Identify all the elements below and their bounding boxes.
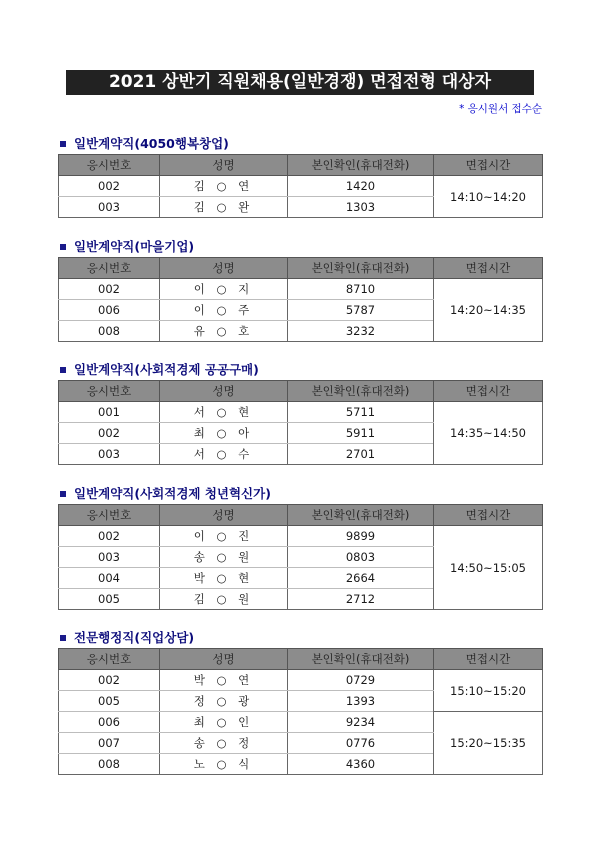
phone-check: 1420: [288, 176, 434, 197]
applicant-number: 002: [59, 176, 160, 197]
applicant-name: 송 ○ 정: [160, 733, 288, 754]
column-header: 응시번호: [59, 258, 160, 279]
section-title: [58, 484, 542, 504]
candidate-table: [58, 257, 543, 342]
section: [58, 484, 542, 610]
applicant-number: 002: [59, 279, 160, 300]
applicant-number: 006: [59, 300, 160, 321]
section-title-text: 일반계약직(사회적경제 공공구매): [74, 362, 259, 377]
phone-check: 4360: [288, 754, 434, 775]
column-header: 응시번호: [59, 649, 160, 670]
applicant-name: 이 ○ 진: [160, 526, 288, 547]
section-title: [58, 237, 542, 257]
section-title: [58, 134, 542, 154]
applicant-name: 박 ○ 연: [160, 670, 288, 691]
applicant-name: 정 ○ 광: [160, 691, 288, 712]
applicant-name: 유 ○ 호: [160, 321, 288, 342]
phone-check: 2701: [288, 444, 434, 465]
applicant-name: 노 ○ 식: [160, 754, 288, 775]
applicant-name: 송 ○ 원: [160, 547, 288, 568]
order-note: * 응시원서 접수순: [459, 103, 542, 115]
applicant-name: 김 ○ 원: [160, 589, 288, 610]
applicant-number: 003: [59, 444, 160, 465]
applicant-number: 002: [59, 526, 160, 547]
applicant-number: 007: [59, 733, 160, 754]
applicant-number: 001: [59, 402, 160, 423]
candidate-table: [58, 380, 543, 465]
square-bullet-icon: [60, 367, 66, 373]
phone-check: 1303: [288, 197, 434, 218]
square-bullet-icon: [60, 491, 66, 497]
table-row: [59, 176, 543, 197]
phone-check: 5787: [288, 300, 434, 321]
column-header: 면접시간: [434, 155, 543, 176]
table-row: [59, 670, 543, 691]
interview-time: 15:20~15:35: [434, 712, 543, 775]
column-header: 성명: [160, 649, 288, 670]
section: [58, 628, 542, 775]
square-bullet-icon: [60, 635, 66, 641]
table-row: [59, 712, 543, 733]
phone-check: 8710: [288, 279, 434, 300]
column-header: 응시번호: [59, 381, 160, 402]
phone-check: 0729: [288, 670, 434, 691]
interview-time: 14:20~14:35: [434, 279, 543, 342]
table-header-row: [59, 381, 543, 402]
phone-check: 2712: [288, 589, 434, 610]
applicant-name: 김 ○ 연: [160, 176, 288, 197]
applicant-number: 008: [59, 321, 160, 342]
table-header-row: [59, 155, 543, 176]
phone-check: 0803: [288, 547, 434, 568]
applicant-name: 최 ○ 인: [160, 712, 288, 733]
applicant-name: 서 ○ 수: [160, 444, 288, 465]
applicant-number: 005: [59, 589, 160, 610]
applicant-number: 003: [59, 197, 160, 218]
interview-time: 15:10~15:20: [434, 670, 543, 712]
phone-check: 1393: [288, 691, 434, 712]
applicant-number: 005: [59, 691, 160, 712]
section-title: [58, 360, 542, 380]
phone-check: 5711: [288, 402, 434, 423]
section-title-text: 일반계약직(마을기업): [74, 239, 195, 254]
candidate-table: [58, 154, 543, 218]
column-header: 응시번호: [59, 155, 160, 176]
column-header: 성명: [160, 505, 288, 526]
section: [58, 360, 542, 465]
phone-check: 9234: [288, 712, 434, 733]
applicant-number: 003: [59, 547, 160, 568]
column-header: 본인확인(휴대전화): [288, 381, 434, 402]
table-header-row: [59, 505, 543, 526]
section-title-text: 일반계약직(4050행복창업): [74, 136, 229, 151]
phone-check: 3232: [288, 321, 434, 342]
square-bullet-icon: [60, 141, 66, 147]
section-title: [58, 628, 542, 648]
column-header: 본인확인(휴대전화): [288, 505, 434, 526]
applicant-number: 002: [59, 423, 160, 444]
square-bullet-icon: [60, 244, 66, 250]
applicant-name: 김 ○ 완: [160, 197, 288, 218]
table-row: [59, 279, 543, 300]
applicant-number: 008: [59, 754, 160, 775]
section-title-text: 일반계약직(사회적경제 청년혁신가): [74, 486, 271, 501]
column-header: 면접시간: [434, 258, 543, 279]
candidate-table: [58, 504, 543, 610]
table-row: [59, 402, 543, 423]
applicant-number: 006: [59, 712, 160, 733]
column-header: 본인확인(휴대전화): [288, 649, 434, 670]
table-header-row: [59, 258, 543, 279]
interview-time: 14:35~14:50: [434, 402, 543, 465]
column-header: 성명: [160, 155, 288, 176]
applicant-name: 이 ○ 주: [160, 300, 288, 321]
section: [58, 134, 542, 218]
interview-time: 14:50~15:05: [434, 526, 543, 610]
phone-check: 0776: [288, 733, 434, 754]
applicant-name: 이 ○ 지: [160, 279, 288, 300]
column-header: 성명: [160, 381, 288, 402]
applicant-name: 최 ○ 아: [160, 423, 288, 444]
phone-check: 2664: [288, 568, 434, 589]
applicant-number: 002: [59, 670, 160, 691]
section: [58, 237, 542, 342]
column-header: 성명: [160, 258, 288, 279]
table-row: [59, 526, 543, 547]
applicant-number: 004: [59, 568, 160, 589]
interview-time: 14:10~14:20: [434, 176, 543, 218]
candidate-table: [58, 648, 543, 775]
applicant-name: 서 ○ 현: [160, 402, 288, 423]
page-title: 2021 상반기 직원채용(일반경쟁) 면접전형 대상자: [66, 70, 534, 95]
applicant-name: 박 ○ 현: [160, 568, 288, 589]
column-header: 면접시간: [434, 505, 543, 526]
phone-check: 9899: [288, 526, 434, 547]
column-header: 응시번호: [59, 505, 160, 526]
table-header-row: [59, 649, 543, 670]
column-header: 면접시간: [434, 381, 543, 402]
column-header: 본인확인(휴대전화): [288, 258, 434, 279]
phone-check: 5911: [288, 423, 434, 444]
column-header: 면접시간: [434, 649, 543, 670]
section-title-text: 전문행정직(직업상담): [74, 630, 195, 645]
column-header: 본인확인(휴대전화): [288, 155, 434, 176]
